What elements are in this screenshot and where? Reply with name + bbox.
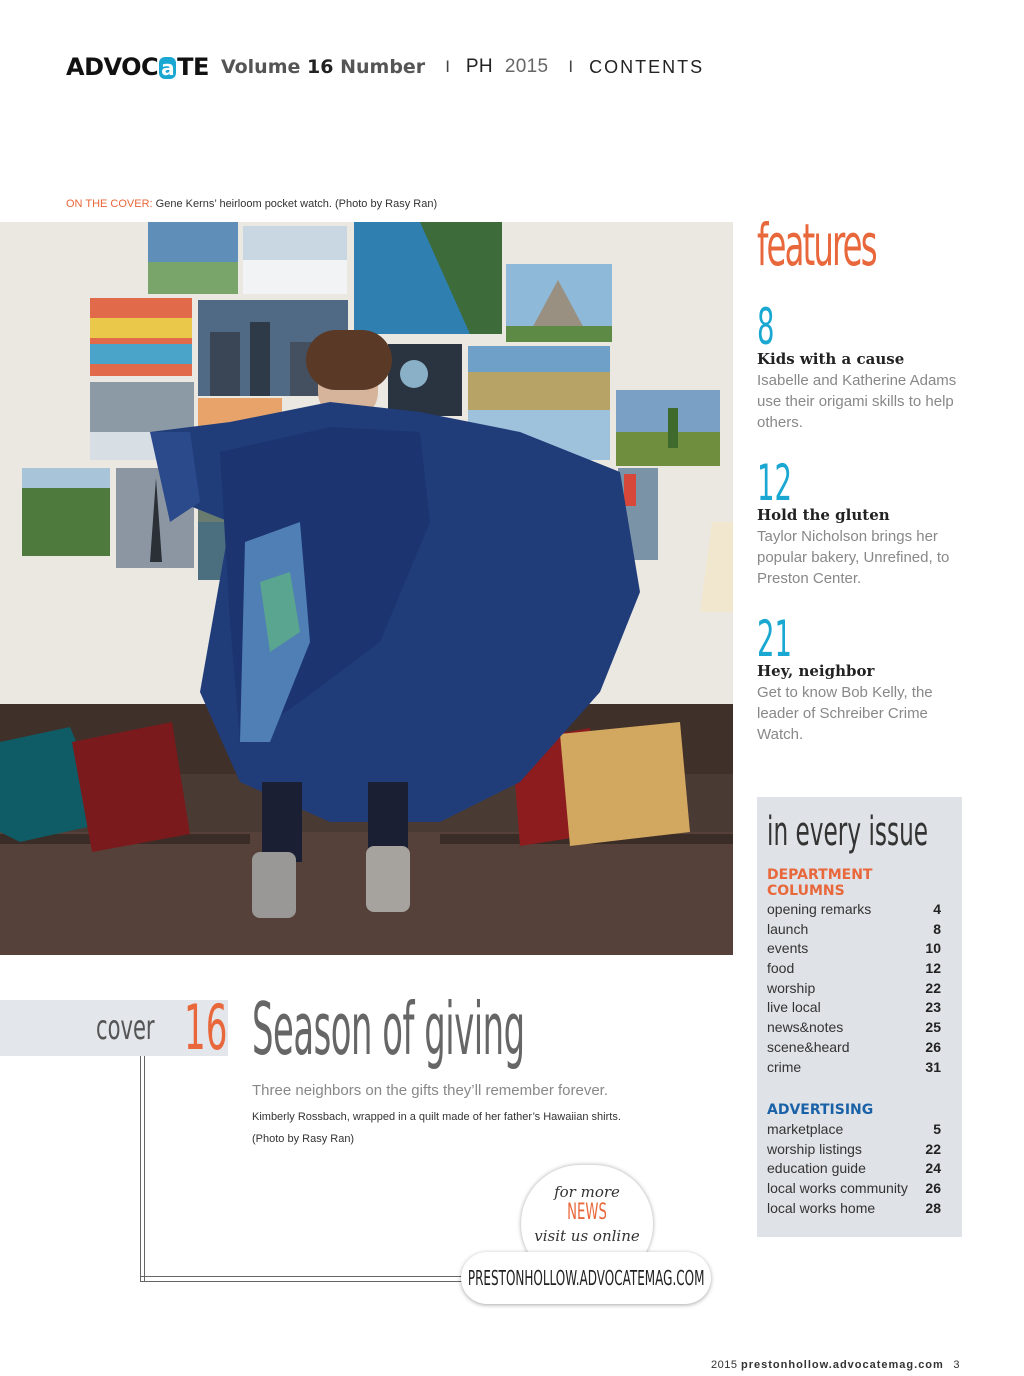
list-item[interactable]: education guide 24: [767, 1160, 941, 1177]
feature-description: Get to know Bob Kelly, the leader of Schreiber Crime Watch.: [757, 684, 933, 743]
feature-description: Isabelle and Katherine Adams use their origami skills to help others.: [757, 372, 957, 431]
cover-caption: [66, 198, 437, 210]
advertising-heading: ADVERTISING: [767, 1102, 874, 1118]
list-item[interactable]: live local 23: [767, 999, 941, 1016]
feature-item[interactable]: [757, 298, 967, 433]
feature-description: Taylor Nicholson brings her popular bakery, Unrefined, to Preston Center.: [757, 528, 950, 587]
list-item[interactable]: worship 22: [767, 979, 941, 996]
promo-news: NEWS: [567, 1200, 607, 1225]
header-separator: I: [568, 57, 574, 76]
cover-story-label: cover: [96, 1008, 155, 1048]
cover-photo: [0, 222, 733, 955]
feature-page-number: 12: [757, 454, 792, 512]
frame-rule-vertical: [140, 1056, 145, 1282]
volume-number: 16: [307, 56, 334, 78]
list-item[interactable]: worship listings 22: [767, 1140, 941, 1157]
edition-label: PH: [465, 56, 493, 77]
advocate-logo: ADVOC a TE: [66, 53, 209, 81]
feature-title: Hold the gluten: [757, 506, 890, 524]
list-item[interactable]: scene&heard 26: [767, 1038, 941, 1055]
list-item[interactable]: news&notes 25: [767, 1019, 941, 1036]
promo-line: visit us online: [534, 1227, 640, 1245]
cover-photo-illustration: [0, 222, 733, 955]
list-item[interactable]: crime 31: [767, 1058, 941, 1075]
feature-title: Kids with a cause: [757, 350, 905, 368]
page-footer: [711, 1359, 960, 1371]
list-item[interactable]: local works home 28: [767, 1199, 941, 1216]
footer-year: 2015: [710, 1359, 738, 1371]
department-columns-heading: DEPARTMENT COLUMNS: [767, 867, 873, 899]
cover-caption-label: ON THE COVER:: [66, 198, 153, 210]
cover-story-dek: Three neighbors on the gifts they’ll remember forever.: [252, 1082, 609, 1099]
issue-year: 2015: [504, 56, 549, 77]
website-url[interactable]: PRESTONHOLLOW.ADVOCATEMAG.COM: [467, 1266, 705, 1290]
frame-rule-horizontal: [140, 1276, 470, 1282]
website-link[interactable]: [461, 1252, 711, 1304]
features-heading: features: [757, 211, 876, 279]
department-columns-list: [767, 901, 941, 1078]
feature-page-number: 21: [757, 610, 792, 668]
cover-story-credit-line: Kimberly Rossbach, wrapped in a quilt made of her father’s Hawaiian shirts.: [252, 1111, 621, 1123]
page-number: 3: [953, 1359, 960, 1371]
list-item[interactable]: events 10: [767, 940, 941, 957]
list-item[interactable]: launch 8: [767, 920, 941, 937]
section-label: CONTENTS: [589, 56, 705, 77]
in-every-issue-heading: in every issue: [767, 809, 929, 855]
feature-title: Hey, neighbor: [757, 662, 875, 680]
volume-label: Volume 16 Number: [220, 56, 426, 78]
list-item[interactable]: marketplace 5: [767, 1121, 941, 1137]
cover-story-page: 16: [184, 991, 228, 1064]
cover-story-title[interactable]: Season of giving: [252, 987, 525, 1071]
feature-item[interactable]: [757, 610, 967, 745]
masthead: [66, 50, 704, 84]
feature-page-number: 8: [757, 298, 775, 356]
footer-site[interactable]: prestonhollow.advocatemag.com: [741, 1359, 944, 1371]
header-separator: I: [445, 57, 450, 76]
feature-item[interactable]: [757, 454, 967, 589]
cover-story-credit: [252, 1106, 672, 1150]
list-item[interactable]: local works community 26: [767, 1180, 941, 1197]
cover-story-credit-line: (Photo by Rasy Ran): [252, 1133, 355, 1145]
list-item[interactable]: opening remarks 4: [767, 901, 941, 917]
list-item[interactable]: food 12: [767, 960, 941, 977]
advertising-list: [767, 1121, 941, 1219]
cover-caption-text: Gene Kerns’ heirloom pocket watch. (Photo by Rasy Ran): [155, 198, 438, 210]
promo-line: for more: [554, 1183, 620, 1201]
